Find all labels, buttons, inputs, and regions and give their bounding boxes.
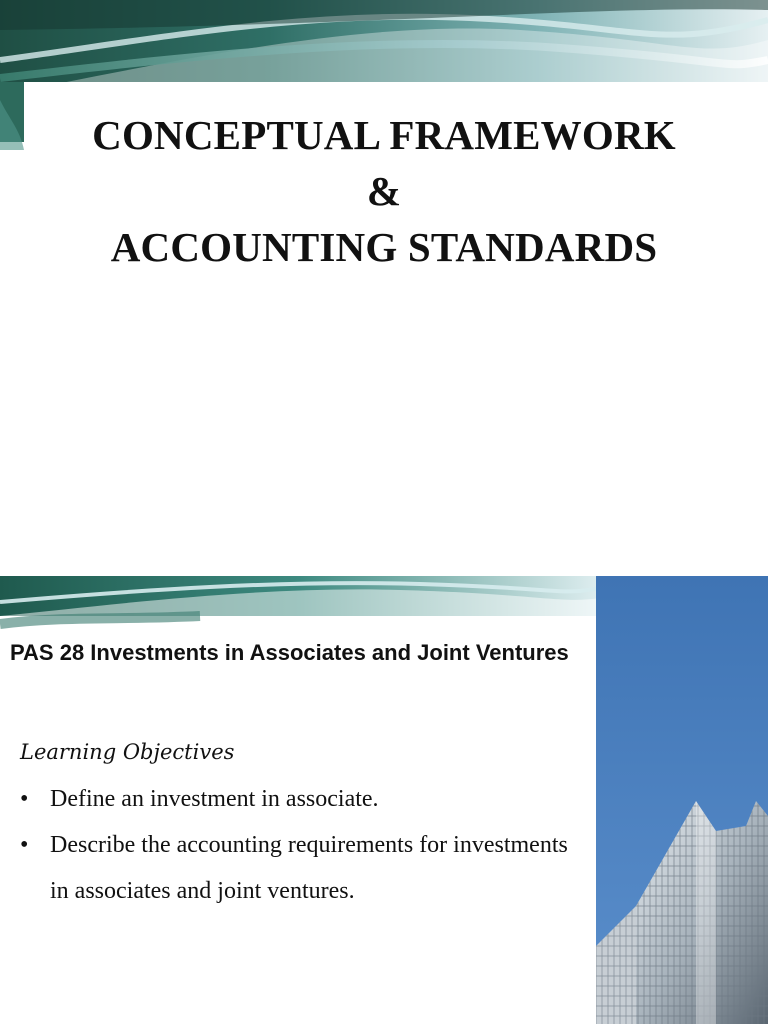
title-line-1: CONCEPTUAL FRAMEWORK (92, 112, 676, 158)
list-item (20, 776, 590, 822)
slide-heading: PAS 28 Investments in Associates and Joint Ventures (10, 640, 569, 665)
bullet-icon: • (20, 832, 29, 858)
building-photo (596, 576, 768, 1024)
learning-objectives-label: Learning Objectives (20, 740, 235, 764)
title-box (24, 82, 768, 282)
bullet-text: Define an investment in associate. (50, 786, 379, 812)
title-line-2: & (366, 168, 402, 214)
bullet-icon: • (20, 786, 29, 812)
wave-banner-graphic (0, 576, 600, 636)
title-line-3: ACCOUNTING STANDARDS (110, 224, 658, 270)
bullet-text: Describe the accounting requirements for investments in associates and joint ventures. (50, 832, 568, 904)
content-slide (0, 576, 768, 1024)
objectives-list (20, 776, 590, 914)
slide-gap (0, 512, 768, 576)
list-item (20, 822, 590, 914)
